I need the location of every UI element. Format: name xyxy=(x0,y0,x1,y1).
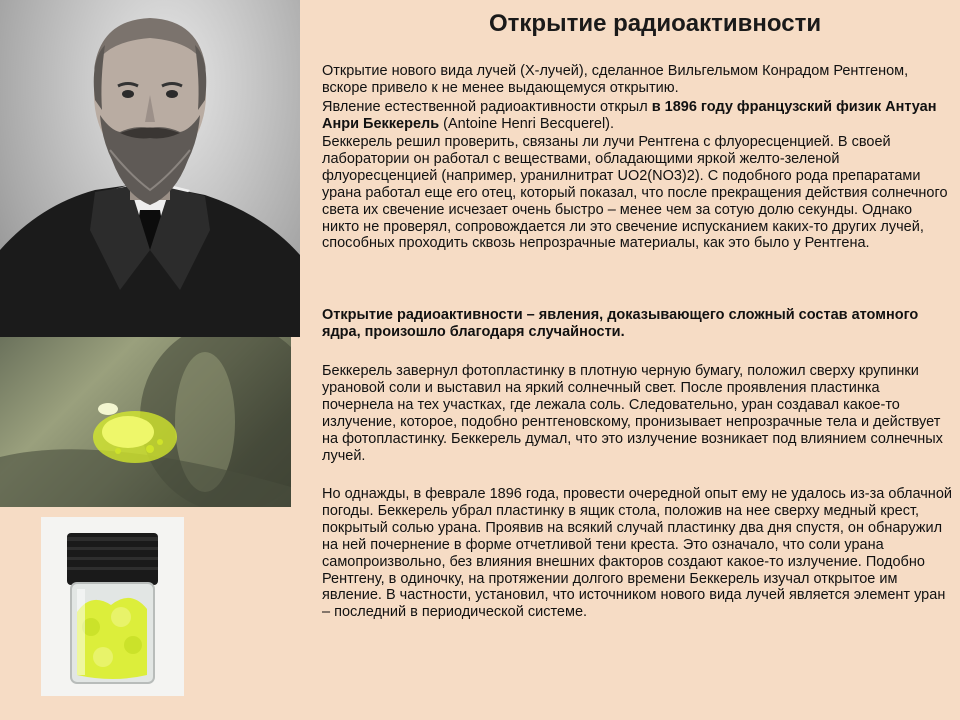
becquerel-portrait-image xyxy=(0,0,300,337)
vial-illustration xyxy=(41,517,184,696)
paragraph-becquerel-discovery xyxy=(322,99,952,133)
paragraph-photo-plate-experiment: Беккерель завернул фотопластинку в плотную черную бумагу, положил сверху крупинки урановой соли и выставил на яркий солнечный свет. После проявления пластинка почернела на тех участках, где лежала соль. Следовательно, уран создавал какое-то излучение, которое, подобно рентгеновскому, пронизывает непрозрачные тела и действует на фотопластинку. Беккерель думал, что это излучение возникает под влиянием солнечных лучей. xyxy=(322,363,943,464)
uranium-salt-vial-photo xyxy=(41,517,184,696)
paragraph-becquerel-discovery-start: Явление естественной радиоактивности открыл xyxy=(322,99,652,115)
portrait-illustration xyxy=(0,0,300,337)
uranium-powder-photo xyxy=(0,337,291,507)
paragraph-xray-intro: Открытие нового вида лучей (Х-лучей), сделанное Вильгельмом Конрадом Рентгеном, вскоре привело к не менее выдающемуся открытию. xyxy=(322,63,909,96)
paragraph-fluorescence-research: Беккерель решил проверить, связаны ли лучи Рентгена с флуоресценцией. В своей лаборатории он работал с веществами, обладающими яркой желто-зеленой флуоресценцией (например, уранилнитрат UO2(NO3)2). С подобного рода препаратами урана работал еще его отец, который показал, что после прекращения действия солнечного света их свечение исчезает очень быстро – менее чем за сотую долю секунды. Однако никто не проверял, сопровождается ли это свечение испусканием каких-то других лучей, способных проходить сквозь непрозрачные материалы, как это было у Рентгена. xyxy=(322,134,948,252)
paragraph-cloudy-day-discovery: Но однажды, в феврале 1896 года, провести очередной опыт ему не удалось из-за облачной погоды. Беккерель убрал пластинку в ящик стола, положив на нее сверху медный крест, покрытый солью урана. Проявив на всякий случай пластинку два дня спустя, он обнаружил на ней почернение в форме отчетливой тени креста. Это означало, что соли урана самопроизвольно, без влияния внешних факторов создают какое-то излучение. Подобно Рентгену, в одиночку, на протяжении долгого времени Беккерель изучал открытое им явление. В частности, установил, что источником нового вида лучей является элемент уран – последний в периодической системе. xyxy=(322,486,952,621)
slide-title: Открытие радиоактивности xyxy=(489,10,822,37)
paragraph-becquerel-discovery-bold: в 1896 году французский физик Антуан Анри Беккерель xyxy=(322,99,937,132)
powder-illustration xyxy=(0,337,291,507)
paragraph-key-statement: Открытие радиоактивности – явления, доказывающего сложный состав атомного ядра, произошло благодаря случайности. xyxy=(322,307,919,340)
paragraph-becquerel-discovery-end: (Antoine Henri Becquerel). xyxy=(439,115,615,132)
